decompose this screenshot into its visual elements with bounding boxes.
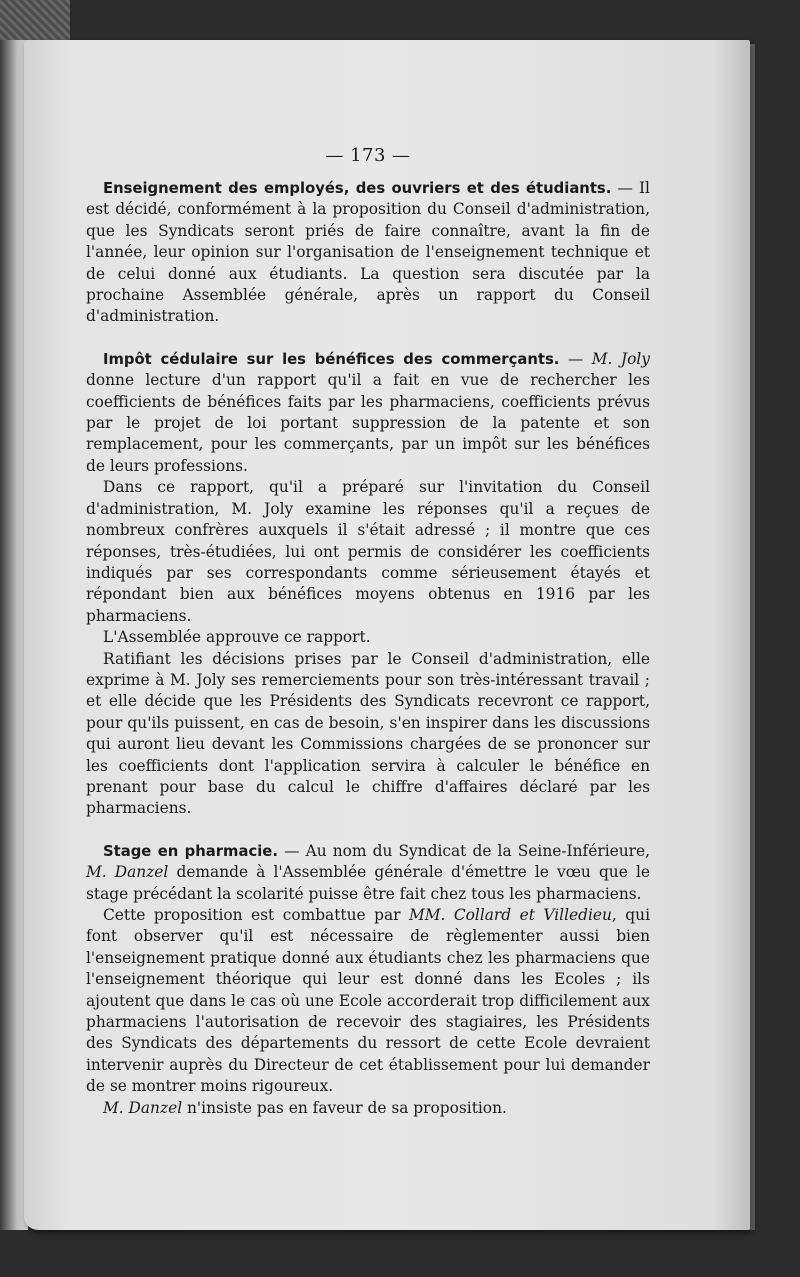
dash: —	[277, 841, 306, 860]
paragraph	[86, 1098, 650, 1119]
speaker-name: MM. Collard et Villedieu	[408, 906, 612, 924]
paragraph-text: demande à l'Assemblée générale d'émettre le vœu que le stage précédant la scolarité puisse être fait chez tous les pharmaciens.	[86, 863, 650, 903]
page-content	[86, 145, 650, 1119]
page-number: — 173 —	[325, 145, 411, 166]
section-heading: Impôt cédulaire sur les bénéfices des commerçants.	[103, 350, 560, 368]
paragraph-text: donne lecture d'un rapport qu'il a fait en vue de rechercher les coefficients de bénéfices faits par les pharmaciens, coefficients prévus par le projet de loi portant suppression de la patente et son remplacement, pour les commerçants, par un impôt sur les bénéfices de leurs professions.	[86, 371, 650, 475]
paragraph	[86, 178, 650, 328]
paragraph: Dans ce rapport, qu'il a préparé sur l'invitation du Conseil d'administration, M. Joly examine les réponses qu'il a reçues de nombreux confrères auxquels il s'était adressé ; il montre que ces réponses, très-étudiées, lui ont permis de considérer les coefficients indiqués par ses correspondants comme sérieusement étayés et répondant bien aux bénéfices moyens obtenus en 1916 par les pharmaciens.	[86, 478, 650, 625]
paragraph	[86, 905, 650, 1098]
paragraph: Ratifiant les décisions prises par le Conseil d'administration, elle exprime à M. Joly ses remerciements pour son très-intéressant travail ; et elle décide que les Présidents des Syndicats recevront ce rapport, pour qu'ils puissent, en cas de besoin, s'en inspirer dans les discussions qui auront lieu devant les Commissions chargées de se prononcer sur les coefficients dont l'application servira à calculer le bénéfice en prenant pour base du calcul le chiffre d'affaires déclaré par les pharmaciens.	[86, 649, 650, 818]
paragraph-text: n'insiste pas en faveur de sa proposition.	[182, 1098, 507, 1117]
section-gap	[86, 820, 650, 841]
paragraph-text: — Il est décidé, conformément à la proposition du Conseil d'administration, que les Syndicats seront priés de faire connaître, avant la fin de l'année, leur opinion sur l'organisation de l'enseignement technique et de celui donné aux étudiants. La question sera discutée par la prochaine Assemblée générale, après un rapport du Conseil d'administration.	[86, 179, 650, 326]
paragraph	[86, 841, 650, 905]
dash: —	[559, 349, 592, 368]
speaker-name: M. Danzel	[86, 863, 169, 882]
paragraph-text: Au nom du Syndicat de la Seine-Inférieure,	[305, 841, 650, 860]
paragraph: L'Assemblée approuve ce rapport.	[103, 628, 371, 647]
section-heading: Stage en pharmacie.	[103, 842, 278, 860]
section-gap	[86, 328, 650, 349]
paragraph-text: Cette proposition est combattue par	[103, 906, 409, 924]
section-heading: Enseignement des employés, des ouvriers et des étudiants.	[103, 180, 612, 197]
speaker-name: M. Joly	[591, 349, 650, 368]
paragraph-text: , qui font observer qu'il est nécessaire de règlementer aussi bien l'enseignement pratique donné aux étudiants chez les pharmaciens que l'enseignement théorique qui leur est donné dans les Ecoles ; ils ajoutent que dans le cas où une Ecole accorderait trop difficilement aux pharmaciens l'autorisation de recevoir des stagiaires, les Présidents des Syndicats des départements du ressort de cette Ecole devraient intervenir auprès du Directeur de cet établissement pour lui demander de se montrer moins rigoureux.	[86, 906, 650, 1096]
speaker-name: M. Danzel	[103, 1098, 183, 1117]
paragraph	[86, 349, 650, 477]
